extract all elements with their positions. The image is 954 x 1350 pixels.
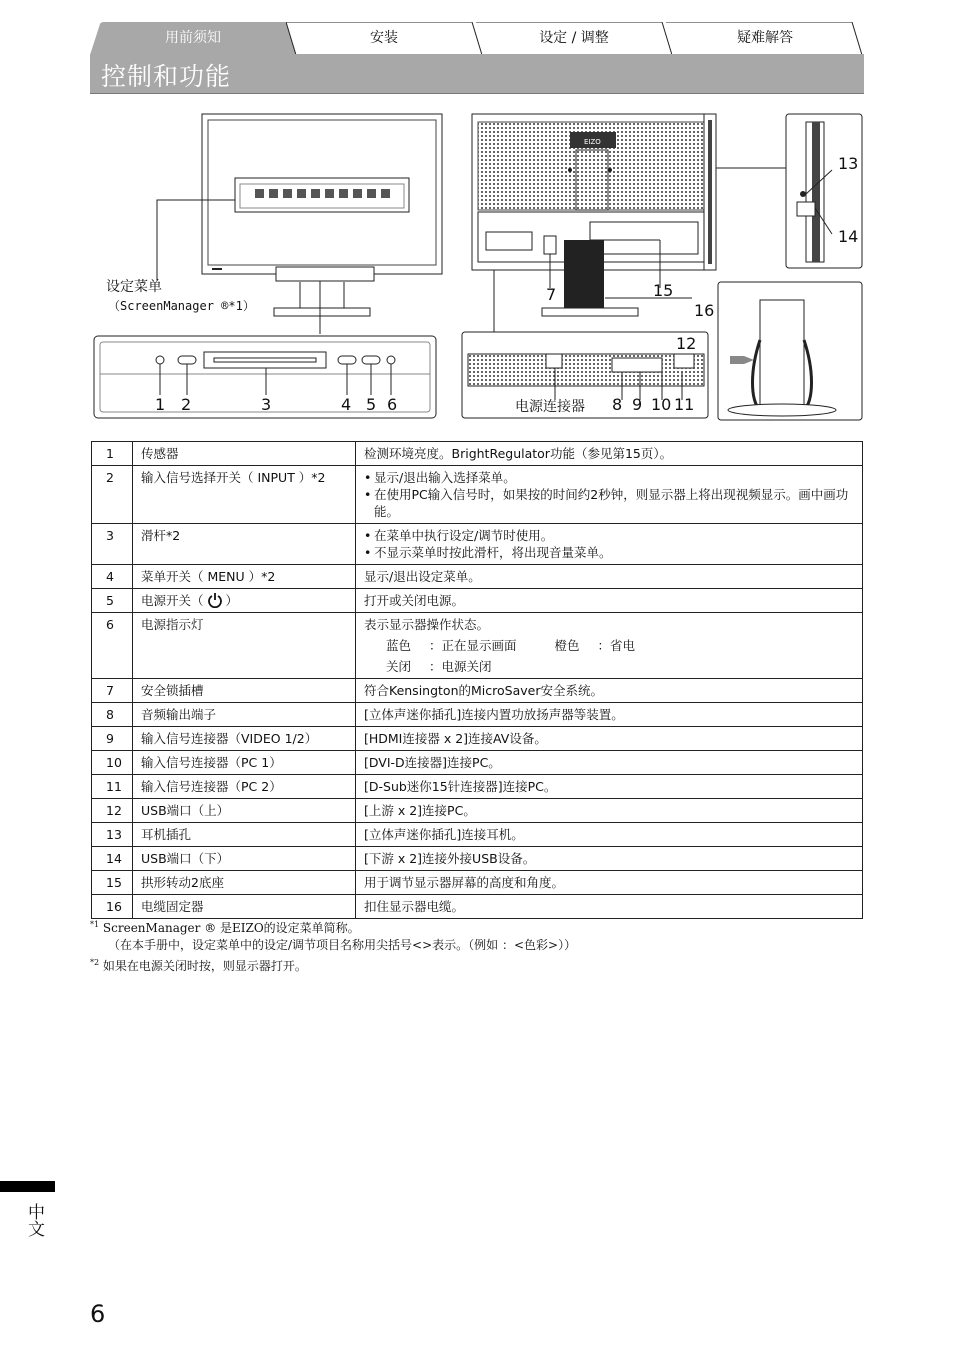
row-name-text: 电源开关（ (141, 593, 204, 608)
row-name (133, 847, 356, 871)
row-name-text: 菜单开关（ MENU ）*2 (141, 569, 276, 584)
callout-3: 3 (261, 395, 272, 414)
description-text: 显示/退出设定菜单。 (364, 569, 481, 584)
row-name (133, 589, 356, 613)
row-name (133, 895, 356, 919)
callout-8: 8 (612, 395, 623, 414)
indicator-state-part: 蓝色 (386, 638, 412, 653)
callout-5: 5 (366, 395, 377, 414)
row-name-text: USB端口（下） (141, 851, 230, 866)
footnote-1b: （在本手册中，设定菜单中的设定/调节项目名称用尖括号<>表示。（例如 ：<色彩>）） (108, 938, 577, 952)
callout-4: 4 (341, 395, 352, 414)
row-description (356, 727, 863, 751)
description-text: 用于调节显示器屏幕的高度和角度。 (364, 875, 565, 890)
brand-logo: EIZO (584, 138, 601, 146)
power-icon (204, 593, 226, 608)
row-description (356, 565, 863, 589)
row-name-text: 输入信号连接器（PC 1） (141, 755, 282, 770)
row-number: 2 (92, 466, 133, 524)
row-name-text: 输入信号连接器（VIDEO 1/2） (141, 731, 318, 746)
callout-15: 15 (653, 281, 674, 300)
description-text: [下游 x 2]连接外接USB设备。 (364, 851, 536, 866)
row-name-text: 输入信号选择开关（ INPUT ）*2 (141, 470, 326, 485)
row-name (133, 799, 356, 823)
row-description (356, 823, 863, 847)
section-tabs (90, 22, 864, 55)
row-name (133, 775, 356, 799)
description-text: 表示显示器操作状态。 (364, 617, 490, 632)
description-bullet: • 不显示菜单时按此滑杆，将出现音量菜单。 (364, 544, 856, 561)
description-text: 打开或关闭电源。 (364, 593, 465, 608)
row-name-text: 输入信号连接器（PC 2） (141, 779, 282, 794)
description-text: 符合Kensington的MicroSaver安全系统。 (364, 683, 603, 698)
row-description (356, 589, 863, 613)
indicator-state-part: 橙色 (554, 638, 580, 653)
footnote-2: $^{*2}$ 如果在电源关闭时按，则显示器打开。 (90, 958, 307, 973)
callout-14: 14 (838, 227, 859, 246)
tab-troubleshoot[interactable] (666, 22, 864, 54)
tab-setup[interactable] (476, 22, 672, 54)
row-name (133, 565, 356, 589)
row-name (133, 751, 356, 775)
table-row (92, 442, 863, 466)
description-text: [立体声迷你插孔]连接内置功放扬声器等装置。 (364, 707, 624, 722)
callout-7: 7 (546, 285, 557, 304)
callout-10: 10 (651, 395, 672, 414)
row-name-text: 拱形转动2底座 (141, 875, 224, 890)
row-name (133, 679, 356, 703)
row-name-text: 音频输出端子 (141, 707, 217, 722)
table-row (92, 823, 863, 847)
language-label: 中文 (24, 1203, 44, 1237)
row-name (133, 703, 356, 727)
footnotes (90, 916, 576, 975)
indicator-state-part: ：省电 (597, 638, 636, 653)
row-description (356, 775, 863, 799)
table-row (92, 589, 863, 613)
power-connector-label: 电源连接器 (515, 399, 585, 415)
row-name-text: 电源指示灯 (141, 617, 204, 632)
description-text: [DVI-D连接器]连接PC。 (364, 755, 501, 770)
row-number: 5 (92, 589, 133, 613)
row-number: 16 (92, 895, 133, 919)
language-marker-bar (0, 1181, 55, 1192)
table-row (92, 847, 863, 871)
indicator-state-line (364, 658, 856, 675)
row-description (356, 466, 863, 524)
row-name-text: 安全锁插槽 (141, 683, 204, 698)
description-bullet: • 在使用PC输入信号时，如果按的时间约2秒钟，则显示器上将出现视频显示。画中画功能。 (364, 486, 856, 520)
row-description (356, 442, 863, 466)
callout-11: 11 (674, 395, 695, 414)
table-row (92, 871, 863, 895)
table-row (92, 727, 863, 751)
row-number: 12 (92, 799, 133, 823)
callout-13: 13 (838, 154, 859, 173)
table-row (92, 524, 863, 565)
description-text: [上游 x 2]连接PC。 (364, 803, 476, 818)
page-title: 控制和功能 (101, 62, 232, 91)
row-name-text: 电缆固定器 (141, 899, 204, 914)
table-row (92, 613, 863, 679)
row-number: 3 (92, 524, 133, 565)
tab-install[interactable] (286, 22, 482, 54)
table-row (92, 895, 863, 919)
table-row (92, 775, 863, 799)
row-name-text: 耳机插孔 (141, 827, 192, 842)
row-number: 14 (92, 847, 133, 871)
rear-view-illustration (460, 110, 864, 422)
tab-label: 安装 (370, 30, 398, 46)
row-number: 7 (92, 679, 133, 703)
row-number: 11 (92, 775, 133, 799)
row-number: 15 (92, 871, 133, 895)
row-description (356, 871, 863, 895)
row-name (133, 442, 356, 466)
row-number: 4 (92, 565, 133, 589)
row-name (133, 727, 356, 751)
row-name-text: 传感器 (141, 446, 179, 461)
row-description (356, 524, 863, 565)
description-bullet: • 在菜单中执行设定/调节时使用。 (364, 527, 856, 544)
row-description (356, 751, 863, 775)
row-number: 13 (92, 823, 133, 847)
description-text: 检测环境亮度。BrightRegulator功能（参见第15页）。 (364, 446, 673, 461)
indicator-state-part: 关闭 (386, 659, 412, 674)
table-row (92, 751, 863, 775)
indicator-state-part: ：电源关闭 (429, 659, 492, 674)
table-row (92, 703, 863, 727)
callout-6: 6 (387, 395, 398, 414)
indicator-state-part: ：正在显示画面 (429, 638, 517, 653)
menu-label: 设定菜单 (106, 279, 162, 295)
description-text: [HDMI连接器 x 2]连接AV设备。 (364, 731, 547, 746)
row-description (356, 613, 863, 679)
footnote-1: $^{*1}$ ScreenManager ® 是EIZO的设定菜单简称。 (90, 920, 360, 935)
row-description (356, 847, 863, 871)
description-text: [D-Sub迷你15针连接器]连接PC。 (364, 779, 557, 794)
row-name (133, 613, 356, 679)
tab-before-use[interactable] (90, 22, 296, 54)
tab-label: 用前须知 (165, 30, 221, 46)
row-name-suffix: ） (225, 593, 239, 608)
row-description (356, 703, 863, 727)
table-row (92, 565, 863, 589)
description-text: 扣住显示器电缆。 (364, 899, 465, 914)
row-number: 6 (92, 613, 133, 679)
title-bar (90, 54, 864, 94)
row-name (133, 466, 356, 524)
table-row (92, 799, 863, 823)
callout-1: 1 (155, 395, 166, 414)
description-bullet: • 显示/退出输入选择菜单。 (364, 469, 856, 486)
tab-label: 设定 / 调整 (539, 30, 609, 46)
row-name (133, 524, 356, 565)
row-name-text: USB端口（上） (141, 803, 230, 818)
page-number: 6 (90, 1300, 106, 1328)
row-description (356, 799, 863, 823)
row-number: 9 (92, 727, 133, 751)
row-number: 1 (92, 442, 133, 466)
row-description (356, 895, 863, 919)
menu-sublabel: （ScreenManager ®*1） (108, 299, 255, 313)
table-row (92, 679, 863, 703)
row-number: 8 (92, 703, 133, 727)
row-description (356, 679, 863, 703)
description-text: [立体声迷你插孔]连接耳机。 (364, 827, 524, 842)
row-name (133, 871, 356, 895)
callout-9: 9 (632, 395, 643, 414)
row-name-text: 滑杆*2 (141, 528, 181, 543)
tab-label: 疑难解答 (737, 30, 793, 46)
callout-12: 12 (676, 334, 697, 353)
table-row (92, 466, 863, 524)
row-number: 10 (92, 751, 133, 775)
indicator-state-line (364, 637, 856, 654)
row-name (133, 823, 356, 847)
callout-2: 2 (181, 395, 192, 414)
front-view-illustration (92, 112, 452, 422)
controls-table (91, 441, 863, 919)
callout-16: 16 (694, 301, 715, 320)
